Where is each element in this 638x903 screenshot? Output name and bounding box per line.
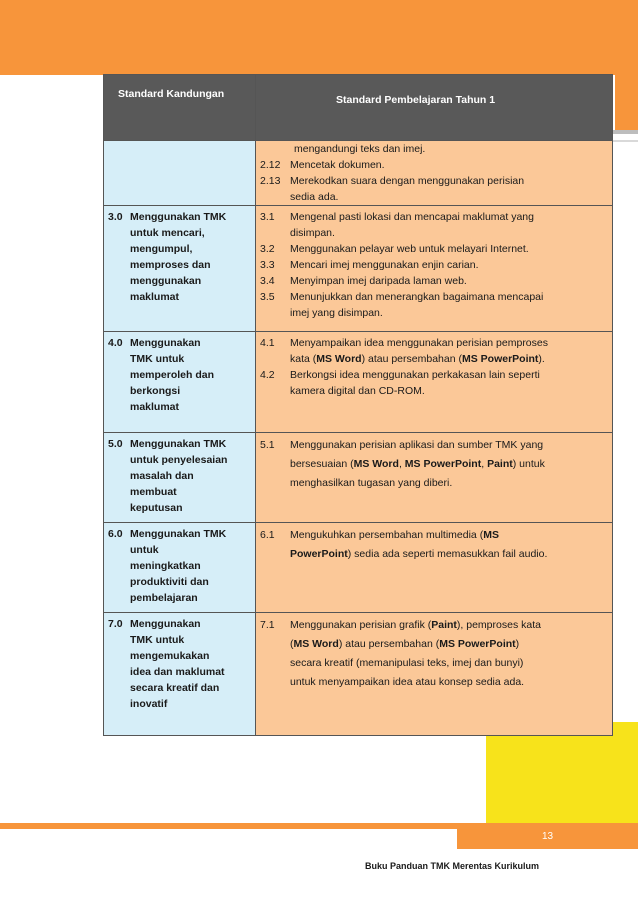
item-text-continuation: sedia ada.: [290, 191, 339, 203]
standard-title-line: untuk penyelesaian: [130, 454, 228, 466]
standard-number: 4.0: [108, 337, 123, 349]
yellow-decor-block: [486, 722, 638, 829]
standard-title-line: maklumat: [130, 401, 180, 413]
page-number: 13: [541, 831, 554, 842]
footer-text: Buku Panduan TMK Merentas Kurikulum: [365, 861, 540, 871]
right-gray-divider-thin: [613, 140, 638, 142]
standards-table: [103, 74, 613, 736]
standard-title-line: idea dan maklumat: [130, 666, 225, 678]
item-number: 4.2: [260, 369, 275, 381]
page-number-box: [457, 829, 638, 849]
standard-number: 3.0: [108, 211, 123, 223]
item-text: Mencetak dokumen.: [290, 159, 385, 171]
standard-title-line: TMK untuk: [130, 353, 185, 365]
standard-pembelajaran-cell: [256, 433, 613, 523]
item-text-continuation: menghasilkan tugasan yang diberi.: [290, 477, 453, 489]
table-row: [104, 141, 613, 206]
table-header-row: [104, 75, 613, 141]
standard-number: 7.0: [108, 618, 123, 630]
list-item-continuation: mengandungi teks dan imej.: [294, 143, 426, 155]
standard-pembelajaran-cell: [256, 613, 613, 736]
standard-title-line: pembelajaran: [130, 592, 198, 604]
item-text-continuation: (MS Word) atau persembahan (MS PowerPoint): [290, 638, 520, 650]
item-number: 7.1: [260, 619, 275, 631]
item-number: 4.1: [260, 337, 275, 349]
header-standard-pembelajaran: Standard Pembelajaran Tahun 1: [256, 75, 613, 141]
standard-title-line: Menggunakan: [130, 618, 201, 630]
item-number: 2.12: [260, 159, 281, 171]
standard-title-line: mengumpul,: [130, 243, 193, 255]
list-item: [260, 173, 608, 189]
standard-title-line: keputusan: [130, 502, 183, 514]
list-item: [260, 257, 608, 273]
item-number: 3.2: [260, 243, 275, 255]
standard-title-line: inovatif: [130, 698, 168, 710]
list-item: [260, 289, 608, 305]
standard-title-line: membuat: [130, 486, 177, 498]
standard-pembelajaran-cell: [256, 141, 613, 206]
item-text: Mencari imej menggunakan enjin carian.: [290, 259, 479, 271]
item-text-continuation: untuk menyampaikan idea atau konsep sedia ada.: [290, 676, 525, 688]
list-item: [260, 157, 608, 173]
right-gray-divider: [613, 130, 638, 134]
standard-pembelajaran-cell: [256, 332, 613, 433]
standard-kandungan-cell: [104, 141, 256, 206]
item-number: 3.1: [260, 211, 275, 223]
list-item: [260, 209, 608, 225]
standard-title-line: berkongsi: [130, 385, 181, 397]
item-text: Mengukuhkan persembahan multimedia (MS: [290, 529, 499, 541]
item-text-continuation: secara kreatif (memanipulasi teks, imej dan bunyi): [290, 657, 524, 669]
item-text: Menyimpan imej daripada laman web.: [290, 275, 467, 287]
standard-title-line: maklumat: [130, 291, 180, 303]
standard-title-line: Menggunakan TMK: [130, 211, 227, 223]
table-row: [104, 206, 613, 332]
item-number: 6.1: [260, 529, 275, 541]
list-item: [260, 335, 608, 351]
item-text-continuation: imej yang disimpan.: [290, 307, 383, 319]
table-row: [104, 332, 613, 433]
list-item: [260, 616, 608, 635]
right-orange-band: [615, 75, 638, 130]
item-text: Mengenal pasti lokasi dan mencapai maklumat yang: [290, 211, 534, 223]
standard-title-line: masalah dan: [130, 470, 194, 482]
item-text: Menyampaikan idea menggunakan perisian pemproses: [290, 337, 548, 349]
standard-pembelajaran-cell: [256, 523, 613, 613]
standard-title-line: secara kreatif dan: [130, 682, 220, 694]
header-standard-kandungan: Standard Kandungan: [104, 75, 256, 141]
standard-title-line: Menggunakan TMK: [130, 438, 227, 450]
list-item: [260, 436, 608, 455]
table-row: [104, 613, 613, 736]
standard-title-line: memperoleh dan: [130, 369, 215, 381]
standard-kandungan-cell: [104, 332, 256, 433]
item-text-continuation: PowerPoint) sedia ada seperti memasukkan fail audio.: [290, 548, 548, 560]
standard-title-line: mengemukakan: [130, 650, 210, 662]
item-text: Menggunakan pelayar web untuk melayari Internet.: [290, 243, 529, 255]
item-number: 5.1: [260, 439, 275, 451]
standard-kandungan-cell: [104, 206, 256, 332]
standard-title-line: untuk mencari,: [130, 227, 205, 239]
item-number: 3.5: [260, 291, 275, 303]
item-text-continuation: disimpan.: [290, 227, 335, 239]
standard-title-line: Menggunakan: [130, 337, 201, 349]
standard-pembelajaran-cell: [256, 206, 613, 332]
item-text: Berkongsi idea menggunakan perkakasan lain seperti: [290, 369, 540, 381]
list-item: [260, 241, 608, 257]
item-text: Menggunakan perisian grafik (Paint), pemproses kata: [290, 619, 541, 631]
standard-title-line: memproses dan: [130, 259, 211, 271]
item-number: 3.4: [260, 275, 275, 287]
list-item: [260, 273, 608, 289]
item-text-continuation: bersesuaian (MS Word, MS PowerPoint, Paint) untuk: [290, 458, 545, 470]
item-number: 3.3: [260, 259, 275, 271]
list-item: [260, 526, 608, 545]
standard-title-line: Menggunakan TMK: [130, 528, 227, 540]
standard-title-line: menggunakan: [130, 275, 202, 287]
standard-title-line: produktiviti dan: [130, 576, 209, 588]
item-text: Merekodkan suara dengan menggunakan perisian: [290, 175, 525, 187]
standard-kandungan-cell: [104, 613, 256, 736]
item-text-continuation: kata (MS Word) atau persembahan (MS PowerPoint).: [290, 353, 545, 365]
item-text: Menunjukkan dan menerangkan bagaimana mencapai: [290, 291, 544, 303]
standard-title-line: TMK untuk: [130, 634, 185, 646]
standard-number: 5.0: [108, 438, 123, 450]
item-text: Menggunakan perisian aplikasi dan sumber TMK yang: [290, 439, 544, 451]
standard-number: 6.0: [108, 528, 123, 540]
table-row: [104, 523, 613, 613]
standard-title-line: meningkatkan: [130, 560, 201, 572]
standard-title-line: untuk: [130, 544, 159, 556]
top-orange-band: [0, 0, 638, 75]
item-number: 2.13: [260, 175, 281, 187]
standard-kandungan-cell: [104, 523, 256, 613]
list-item: [260, 367, 608, 383]
table-row: [104, 433, 613, 523]
standard-kandungan-cell: [104, 433, 256, 523]
item-text-continuation: kamera digital dan CD-ROM.: [290, 385, 425, 397]
